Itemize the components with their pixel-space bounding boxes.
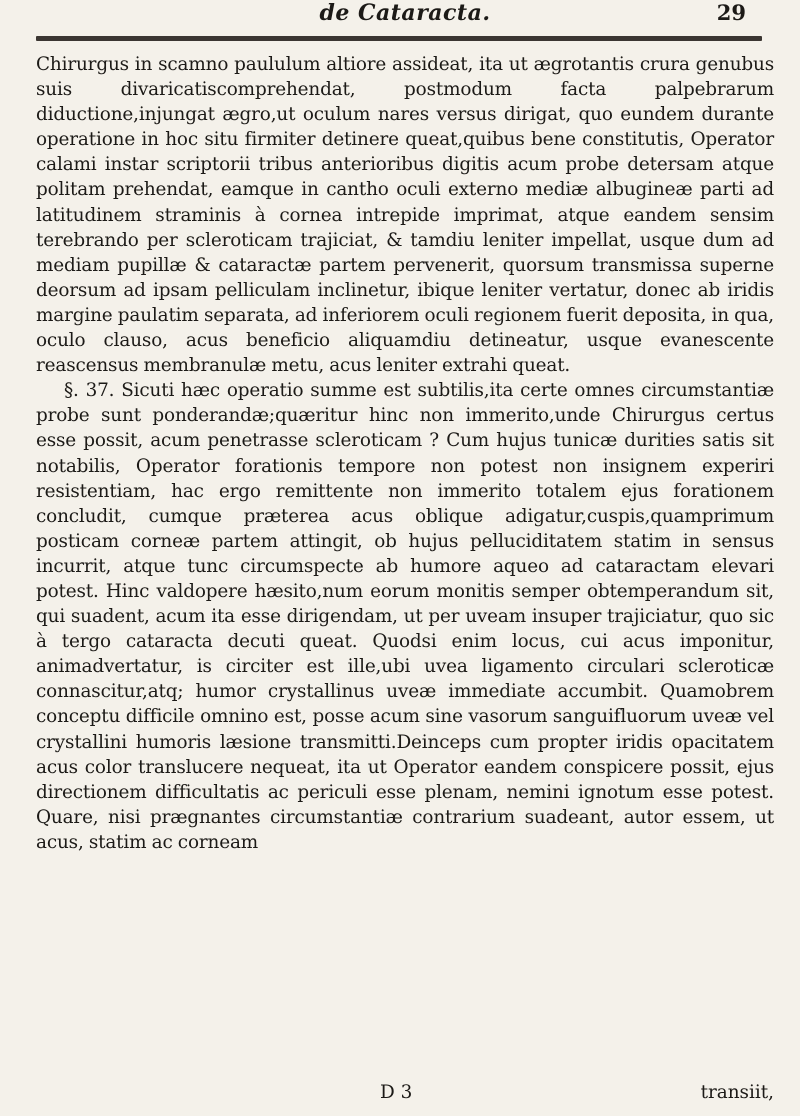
signature-mark: D 3: [380, 1082, 413, 1103]
running-title: de Cataracta.: [319, 0, 491, 26]
catchword: transiit,: [700, 1082, 774, 1103]
page-header: [36, 2, 774, 26]
paragraph-section-37: §. 37. Sicuti hæc operatio summe est subtilis,ita certe omnes circumstantiæ probe sunt ponderandæ;quæritur hinc non immerito,unde Chirurgus certus esse possit, acum penetrasse scleroticam ? Cum hujus tunicæ durities satis sit notabilis, Operator forationis tempore non potest non insignem experiri resistentiam, hac ergo remittente non immerito totalem ejus forationem concludit, cumque præterea acus oblique adigatur,cuspis,quamprimum posticam corneæ partem attingit, ob hujus pelluciditatem statim in sensus incurrit, atque tunc circumspecte ab humore aqueo ad cataractam elevari potest. Hinc valdopere hæsito,num eorum monitis semper obtemperandum sit, qui suadent, acum ita esse dirigendam, ut per uveam insuper trajiciatur, quo sic à tergo cataracta decuti queat. Quodsi enim locus, cui acus imponitur, animadvertatur, is circiter est ille,ubi uvea ligamento circulari scleroticæ connascitur,atq; humor crystallinus uveæ immediate accumbit. Quamobrem conceptu difficile omnino est, posse acum sine vasorum sanguifluorum uveæ vel crystallini humoris læsione transmitti.Deinceps cum propter iridis opacitatem acus color translucere nequeat, ita ut Operator eandem conspicere possit, ejus directionem difficultatis ac periculi esse plenam, nemini ignotum esse potest. Quare, nisi prægnantes circumstantiæ contrarium suadeant, autor essem, ut acus, statim ac corneam: [36, 380, 774, 853]
paragraph-operation: Chirurgus in scamno paululum altiore assideat, ita ut ægrotantis crura genubus suis divaricatiscomprehendat, postmodum facta palpebrarum diductione,injungat ægro,ut oculum nares versus dirigat, quo eundem durante operatione in hoc situ firmiter detinere queat,quibus bene constitutis, Operator calami instar scriptorii tribus anterioribus digitis acum probe detersam atque politam prehendat, eamque in cantho oculi externo mediæ albugineæ parti ad latitudinem straminis à corneа intrepide imprimat, atque eandem sensim terebrando per scleroticam trajiciat, & tamdiu leniter impellat, usque dum ad mediam pupillæ & cataractæ partem pervenerit, quorsum transmissa superne deorsum ad ipsam pelliculam inclinetur, ibique leniter vertatur, donec ab iridis margine paulatim separata, ad inferiorem oculi regionem fuerit deposita, in qua, oculo clauso, acus beneficio aliquamdiu detineatur, usque evanescente reascensus membranulæ metu, acus leniter extrahi queat.: [36, 54, 774, 377]
page-number: 29: [716, 0, 746, 25]
page-footer: [0, 1082, 800, 1110]
body-text: [36, 52, 774, 855]
header-rule: [36, 36, 762, 41]
